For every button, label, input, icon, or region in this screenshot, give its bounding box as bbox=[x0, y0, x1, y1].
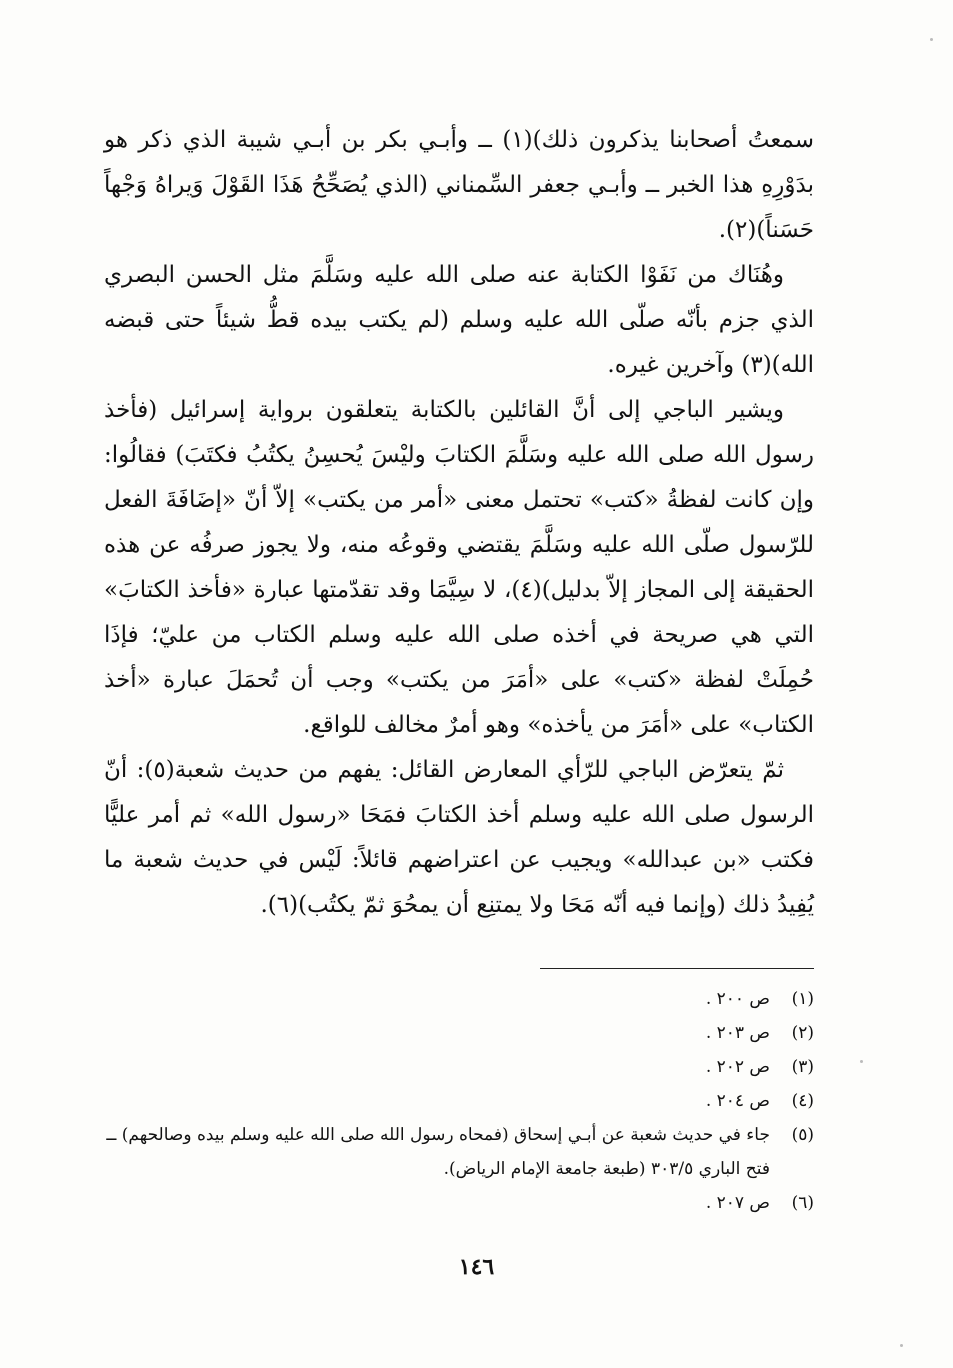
footnote-number: (٦) bbox=[791, 1193, 814, 1213]
scan-speck bbox=[900, 1344, 903, 1347]
footnote-number: (٢) bbox=[791, 1023, 814, 1043]
footnotes bbox=[104, 982, 814, 1220]
footnote-text: ص ٢٠٠ . bbox=[705, 989, 770, 1009]
footnote-text: ص ٢٠٢ . bbox=[705, 1057, 770, 1077]
scan-speck bbox=[860, 1060, 863, 1063]
footnote-text: ص ٢٠٣ . bbox=[705, 1023, 770, 1043]
footnote bbox=[104, 982, 814, 1016]
footnote-text: ص ٢٠٧ . bbox=[705, 1193, 770, 1213]
paragraph: وهُنَاك من نَفَوْا الكتابة عنه صلى الله عليه وسَلَّمَ مثل الحسن البصري الذي جزم بأنّه صلّى الله عليه وسلم (لم يكتب بيده قطُّ شيئاً حتى قبضه الله)(٣) وآخرين غيره. bbox=[104, 262, 814, 378]
footnote bbox=[104, 1186, 814, 1220]
footnote bbox=[104, 1118, 814, 1186]
paragraph: سمعتُ أصحابنا يذكرون ذلك)(١) ــ وأبـي بكر بن أبـي شيبة الذي ذكر هو بدَوْرِهِ هذا الخبر ــ وأبـي جعفر السِّمناني (الذي يُصَحِّحُ هَذَا القَوْلَ وَيراهُ وَجْهاً حَسَناً)(٢). bbox=[104, 127, 815, 243]
footnote-separator bbox=[540, 968, 814, 969]
footnote-number: (٣) bbox=[791, 1057, 814, 1077]
footnote-number: (٥) bbox=[791, 1125, 814, 1145]
paragraph: ويشير الباجي إلى أنَّ القائلين بالكتابة يتعلقون برواية إسرائيل (فأخذ رسول الله صلى الله عليه وسَلَّمَ الكتابَ وليْسَ يُحسِنُ يكتُبُ فكتَبَ) فقالُوا: وإن كانت لفظةُ «كتب» تحتمل معنى «أمر من يكتب» إلاّ أنّ «إضَافَةَ الفعل للرّسول صلّى الله عليه وسَلَّمَ يقتضي وقوعُه منه، ولا يجوز صرفُه عن هذه الحقيقة إلى المجاز إلاّ بدليل)(٤)، لا سِيَّمَا وقد تقدّمتها عبارة «فأخذ الكتابَ» التي هي صريحة في أخذه صلى الله عليه وسلم الكتاب من عليّ؛ فإذَا حُمِلَتْ لفظة «كتب» على «أمَرَ من يكتب» وجب أن تُحمَلَ عبارة «أخذ الكتاب» على «أمَرَ من يأخذه» وهو أمرٌ مخالف للواقع. bbox=[104, 397, 814, 738]
footnote-text: جاء في حديث شعبة عن أبـي إسحاق (فمحاه رسول الله صلى الله عليه وسلم بيده وصالحهم) ــ فتح الباري ٣٠٣/٥ (طبعة جامعة الإمام الرياض). bbox=[106, 1125, 770, 1179]
main-text bbox=[104, 118, 814, 928]
footnote-number: (٤) bbox=[791, 1091, 814, 1111]
page-number: ١٤٦ bbox=[458, 1254, 495, 1280]
footnote-number: (١) bbox=[791, 989, 814, 1009]
paragraph: ثمّ يتعرّض الباجي للرّأي المعارض القائل: يفهم من حديث شعبة(٥): أنّ الرسول صلى الله عليه وسلم أخذ الكتابَ فمَحَا «رسول الله» ثم أمر عليًّا فكتب «بن عبدالله» ويجيب عن اعتراضهم قائلاً: لَيْس في حديث شعبة ما يُفِيدُ ذلك (وإنما فيه أنّه مَحَا ولا يمتنِع أن يمحُوَ ثمّ يكتُب)(٦). bbox=[104, 757, 814, 918]
scan-speck bbox=[930, 38, 933, 41]
footnote bbox=[104, 1084, 814, 1118]
footnote bbox=[104, 1016, 814, 1050]
footnote bbox=[104, 1050, 814, 1084]
footnote-text: ص ٢٠٤ . bbox=[705, 1091, 770, 1111]
